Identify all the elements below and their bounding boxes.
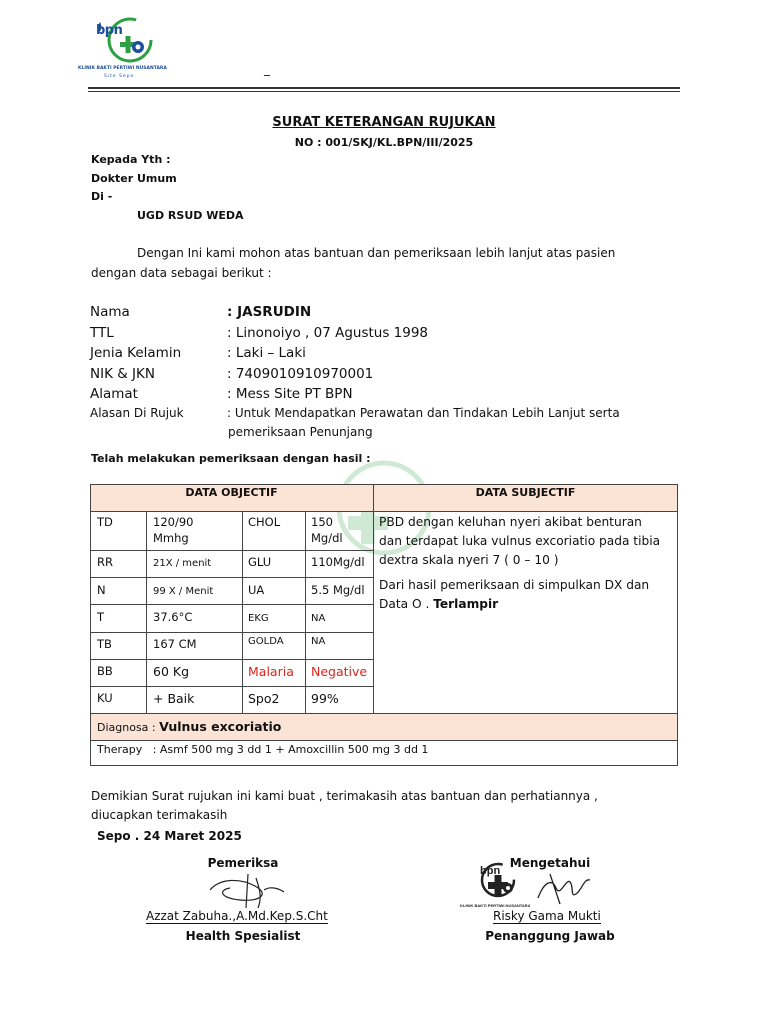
cell-value: 99%	[311, 691, 339, 706]
logo-text: bpn	[96, 23, 123, 38]
diagnosis-label: Diagnosa :	[97, 721, 160, 734]
subjective-line: Dari hasil pemeriksaan di simpulkan DX dan	[379, 578, 650, 592]
table-row-line	[90, 713, 678, 714]
subjective-line-prefix: Data O .	[379, 597, 434, 611]
left-title: Health Spesialist	[185, 929, 301, 943]
subjective-line: dextra skala nyeri 7 ( 0 – 10 )	[379, 553, 559, 567]
cell-value: Mg/dl	[311, 531, 343, 545]
table-row-line	[90, 577, 373, 578]
cell-value: 99 X / Menit	[153, 586, 214, 597]
intro-line2: dengan data sebagai berikut :	[91, 266, 272, 280]
diagnosis-value: Vulnus excoriatio	[159, 719, 282, 734]
svg-text:bpn: bpn	[480, 865, 501, 877]
reason-value-line2: pemeriksaan Penunjang	[228, 425, 373, 439]
table-row-line	[90, 686, 373, 687]
gender-value: : Laki – Laki	[227, 345, 306, 361]
cell-label: TD	[97, 515, 113, 529]
cell-label: RR	[97, 555, 113, 569]
closing-line1: Demikian Surat rujukan ini kami buat , terimakasih atas bantuan dan perhatiannya ,	[91, 789, 598, 803]
ttl-label: TTL	[90, 325, 114, 341]
letter-date: Sepo . 24 Maret 2025	[97, 829, 242, 843]
intro-line1: Dengan Ini kami mohon atas bantuan dan pemeriksaan lebih lanjut atas pasien	[137, 246, 616, 260]
addressee-line3: Di -	[91, 190, 113, 203]
cell-label: UA	[248, 583, 265, 597]
nik-value: : 7409010910970001	[227, 366, 374, 382]
cell-label: KU	[97, 691, 113, 705]
col-subjective-header: DATA SUBJECTIF	[475, 486, 576, 499]
cell-value: + Baik	[153, 691, 195, 706]
cell-value: Mmhg	[153, 531, 189, 545]
svg-text:KLINIK BAKTI PERTIWI NUSANTARA: KLINIK BAKTI PERTIWI NUSANTARA	[460, 903, 530, 908]
name-value: : JASRUDIN	[227, 304, 312, 320]
gender-label: Jenia Kelamin	[90, 345, 182, 361]
address-label: Alamat	[90, 386, 138, 402]
subjective-text	[379, 513, 675, 614]
address-value: : Mess Site PT BPN	[227, 386, 353, 402]
subjective-line	[379, 595, 675, 614]
cell-label: T	[97, 610, 105, 624]
cell-value: 21X / menit	[153, 558, 212, 569]
table-col-line	[242, 511, 243, 713]
right-title: Penanggung Jawab	[485, 929, 615, 943]
cell-value: 37.6°C	[153, 610, 193, 624]
left-role: Pemeriksa	[207, 856, 279, 870]
name-label: Nama	[90, 304, 130, 320]
table-row-line	[90, 604, 373, 605]
clinic-name: KLINIK BAKTI PERTIWI NUSANTARA	[78, 66, 167, 71]
cell-label: BB	[97, 664, 113, 678]
malaria-value: Negative	[311, 664, 368, 679]
col-objective-header: DATA OBJECTIF	[185, 486, 278, 499]
table-row-line	[90, 632, 373, 633]
right-name: Risky Gama Mukti	[493, 909, 601, 923]
table-row-line	[90, 659, 373, 660]
cell-value: 110Mg/dl	[311, 555, 365, 569]
cell-label: EKG	[248, 613, 269, 624]
addressee-line1: Kepada Yth :	[91, 153, 171, 166]
table-col-line	[305, 511, 306, 713]
nik-label: NIK & JKN	[90, 366, 155, 382]
cell-value: 167 CM	[153, 637, 197, 651]
addressee-line2: Dokter Umum	[91, 172, 177, 185]
reason-value-line1: : Untuk Mendapatkan Perawatan dan Tindakan Lebih Lanjut serta	[227, 406, 620, 420]
addressee-line4: UGD RSUD WEDA	[137, 209, 244, 222]
exam-heading: Telah melakukan pemeriksaan dengan hasil :	[91, 452, 371, 465]
document-number: NO : 001/SKJ/KL.BPN/III/2025	[294, 136, 474, 149]
cell-value: NA	[311, 636, 326, 647]
cell-label: GLU	[248, 555, 272, 569]
cell-label: N	[97, 583, 106, 597]
dash-mark: _	[264, 62, 270, 76]
right-signature	[530, 868, 600, 912]
diagnosis-row	[97, 716, 281, 735]
subjective-attached: Terlampir	[433, 597, 499, 611]
table-row-line	[90, 550, 373, 551]
header-rule	[88, 87, 680, 89]
right-role: Mengetahui	[509, 856, 591, 870]
cell-label: CHOL	[248, 515, 281, 529]
table-row-line	[90, 511, 678, 512]
table-row-line	[90, 740, 678, 741]
ttl-value: : Linonoiyo , 07 Agustus 1998	[227, 325, 429, 341]
reason-label: Alasan Di Rujuk	[90, 406, 184, 420]
cell-label: Spo2	[248, 691, 280, 706]
table-divider	[373, 484, 374, 713]
malaria-label: Malaria	[248, 664, 294, 679]
cell-value: 120/90	[153, 515, 194, 529]
cell-value: 5.5 Mg/dl	[311, 583, 365, 597]
subjective-line: dan terdapat luka vulnus excoriatio pada tibia	[379, 534, 661, 548]
cell-label: TB	[97, 637, 112, 651]
therapy-row: Therapy : Asmf 500 mg 3 dd 1 + Amoxcillin 500 mg 3 dd 1	[97, 743, 429, 756]
cell-value: NA	[311, 613, 326, 624]
cell-label: GOLDA	[248, 636, 284, 647]
closing-line2: diucapkan terimakasih	[91, 808, 228, 822]
site-name: Site Sepo	[104, 74, 135, 79]
cell-value: 150	[311, 515, 333, 529]
left-name: Azzat Zabuha.,A.Md.Kep.S.Cht	[146, 909, 328, 923]
header-rule-thin	[88, 91, 680, 92]
cell-value: 60 Kg	[153, 664, 190, 679]
table-col-line	[146, 511, 147, 713]
subjective-line: PBD dengan keluhan nyeri akibat benturan	[379, 515, 642, 529]
document-title: SURAT KETERANGAN RUJUKAN	[272, 115, 496, 130]
